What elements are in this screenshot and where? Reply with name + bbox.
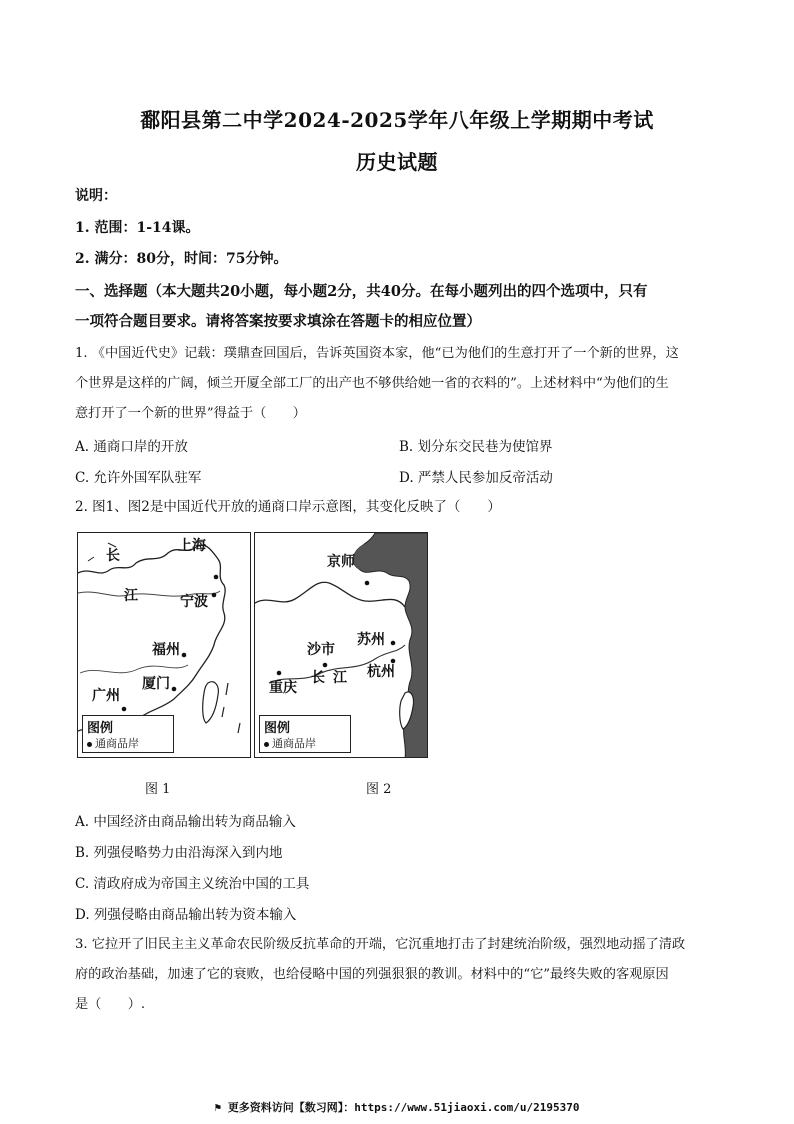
q3-stem-line2: 府的政治基础，加速了它的衰败，也给侵略中国的列强狠狠的教训。材料中的“它”最终失败的客观原因	[75, 967, 669, 982]
footer-link[interactable]	[0, 1099, 794, 1115]
q2-option-b: B. 列强侵略势力由沿海深入到内地	[75, 845, 283, 861]
q1-option-d: D. 严禁人民参加反帝活动	[399, 470, 553, 486]
map1-label-ningbo: 宁波	[180, 594, 208, 610]
map-figure-1	[77, 532, 251, 758]
q3-stem-line3: 是（ ）.	[75, 997, 146, 1012]
map2-label-jingshi: 京师	[327, 554, 355, 570]
map2-legend	[259, 715, 351, 753]
map1-caption: 图 1	[145, 782, 171, 797]
footer-text: 更多资料访问【数习网】：https://www.51jiaoxi.com/u/2195370	[227, 1101, 580, 1114]
port-dot-icon	[264, 742, 269, 747]
map2-label-chang: 长	[311, 670, 325, 686]
q1-option-c: C. 允许外国军队驻军	[75, 470, 202, 486]
map1-label-guangzhou: 广州	[92, 688, 120, 704]
map1-label-chang: 长	[106, 548, 120, 564]
q1-stem-line3: 意打开了一个新的世界”得益于（ ）	[75, 406, 306, 421]
q1-stem-line1: 1. 《中国近代史》记载：璞鼎查回国后，告诉英国资本家，他“已为他们的生意打开了一个新的世界，这	[75, 346, 679, 361]
q1-stem-line2: 个世界是这样的广阔，倾兰开厦全部工厂的出产也不够供给她一省的衣料的”。上述材料中“为他们的生	[75, 376, 669, 391]
instructions-score-time: 2. 满分：80分，时间：75分钟。	[75, 251, 288, 267]
section-heading-line2: 一项符合题目要求。请将答案按要求填涂在答题卡的相应位置）	[75, 313, 481, 330]
map-figure-2	[254, 532, 428, 758]
map2-caption: 图 2	[366, 782, 392, 797]
map1-label-shanghai: 上海	[178, 538, 206, 554]
map2-label-hangzhou: 杭州	[367, 664, 395, 680]
map2-label-jiang: 江	[333, 670, 347, 686]
exam-subtitle: 历史试题	[356, 150, 438, 174]
map1-legend-item: 通商品岸	[87, 735, 139, 751]
q1-option-b: B. 划分东交民巷为使馆界	[399, 439, 553, 455]
map1-label-jiang: 江	[124, 588, 138, 604]
q1-option-a: A. 通商口岸的开放	[75, 439, 188, 455]
q2-option-c: C. 清政府成为帝国主义统治中国的工具	[75, 876, 310, 892]
map2-legend-title: 图例	[264, 721, 291, 736]
map1-legend-title: 图例	[87, 721, 114, 736]
q2-option-d: D. 列强侵略由商品输出转为资本输入	[75, 907, 297, 923]
section-heading-line1: 一、选择题（本大题共20小题，每小题2分，共40分。在每小题列出的四个选项中，只有	[75, 283, 648, 300]
port-dot-icon	[87, 742, 92, 747]
map1-legend	[82, 715, 174, 753]
flag-icon: ⚑	[214, 1101, 228, 1114]
map1-label-fuzhou: 福州	[152, 642, 180, 658]
instructions-heading: 说明：	[75, 188, 117, 204]
map2-legend-item: 通商品岸	[264, 735, 316, 751]
exam-title: 鄱阳县第二中学2024-2025学年八年级上学期期中考试	[140, 108, 654, 132]
map2-label-suzhou: 苏州	[357, 632, 385, 648]
q2-stem: 2. 图1、图2是中国近代开放的通商口岸示意图，其变化反映了（ ）	[75, 499, 501, 515]
instructions-scope: 1. 范围：1-14课。	[75, 220, 200, 236]
map1-label-xiamen: 厦门	[142, 676, 170, 692]
q3-stem-line1: 3. 它拉开了旧民主主义革命农民阶级反抗革命的开端，它沉重地打击了封建统治阶级，强烈地动摇了清政	[75, 937, 686, 952]
map2-label-shashi: 沙市	[307, 642, 335, 658]
map2-label-chongqing: 重庆	[269, 680, 297, 696]
q2-option-a: A. 中国经济由商品输出转为商品输入	[75, 814, 296, 830]
